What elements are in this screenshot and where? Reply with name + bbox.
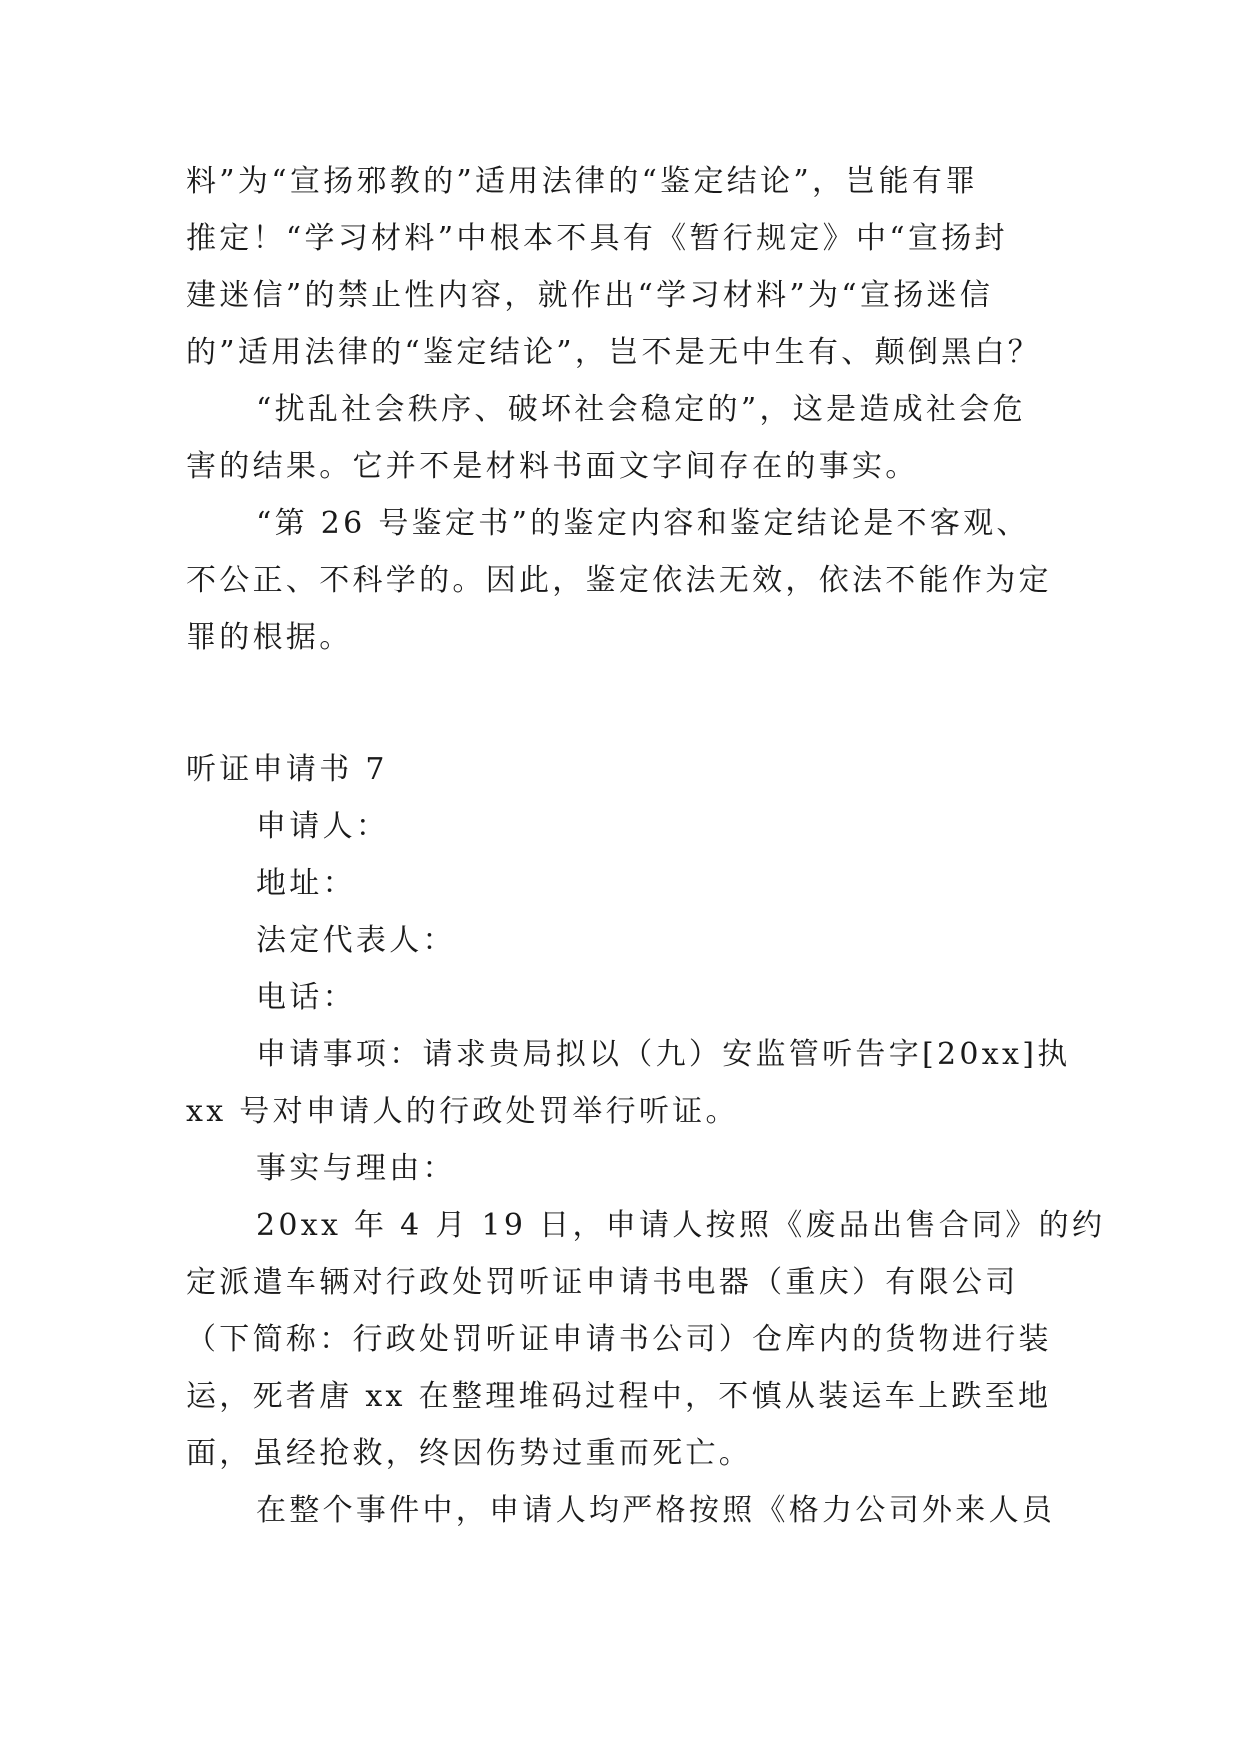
text-line: 运，死者唐 xx 在整理堆码过程中，不慎从装运车上跌至地 — [186, 1379, 1052, 1414]
text-line: 申请事项：请求贵局拟以（九）安监管听告字[20xx]执 — [256, 1037, 1071, 1072]
text-line: 推定！“学习材料”中根本不具有《暂行规定》中“宣扬封 — [186, 221, 1008, 256]
text-line: 罪的根据。 — [186, 620, 353, 655]
text-line: 面，虽经抢救，终因伤势过重而死亡。 — [186, 1436, 753, 1471]
text-line: 料”为“宣扬邪教的”适用法律的“鉴定结论”，岂能有罪 — [186, 164, 979, 199]
text-line: 在整个事件中，申请人均严格按照《格力公司外来人员 — [256, 1493, 1056, 1528]
text-line: （下简称：行政处罚听证申请书公司）仓库内的货物进行装 — [186, 1322, 1052, 1357]
text-line: 不公正、不科学的。因此，鉴定依法无效，依法不能作为定 — [186, 563, 1052, 598]
text-line: 建迷信”的禁止性内容，就作出“学习材料”为“宣扬迷信 — [186, 278, 994, 313]
field-label-address: 地址： — [256, 866, 356, 901]
field-label-legal-representative: 法定代表人： — [256, 923, 456, 958]
text-line: 的”适用法律的“鉴定结论”，岂不是无中生有、颠倒黑白？ — [186, 335, 1042, 370]
text-line: “扰乱社会秩序、破坏社会稳定的”，这是造成社会危 — [256, 392, 1026, 427]
text-line: 20xx 年 4 月 19 日，申请人按照《废品出售合同》的约 — [256, 1208, 1106, 1243]
text-line: 害的结果。它并不是材料书面文字间存在的事实。 — [186, 449, 919, 484]
text-line: “第 26 号鉴定书”的鉴定内容和鉴定结论是不客观、 — [256, 506, 1030, 541]
field-label-phone: 电话： — [256, 980, 356, 1015]
text-line: 定派遣车辆对行政处罚听证申请书电器（重庆）有限公司 — [186, 1265, 1019, 1300]
field-label-applicant: 申请人： — [256, 809, 390, 844]
field-label-facts-reasons: 事实与理由： — [256, 1151, 456, 1186]
text-line: xx 号对申请人的行政处罚举行听证。 — [186, 1094, 739, 1129]
section-title: 听证申请书 7 — [186, 752, 388, 787]
